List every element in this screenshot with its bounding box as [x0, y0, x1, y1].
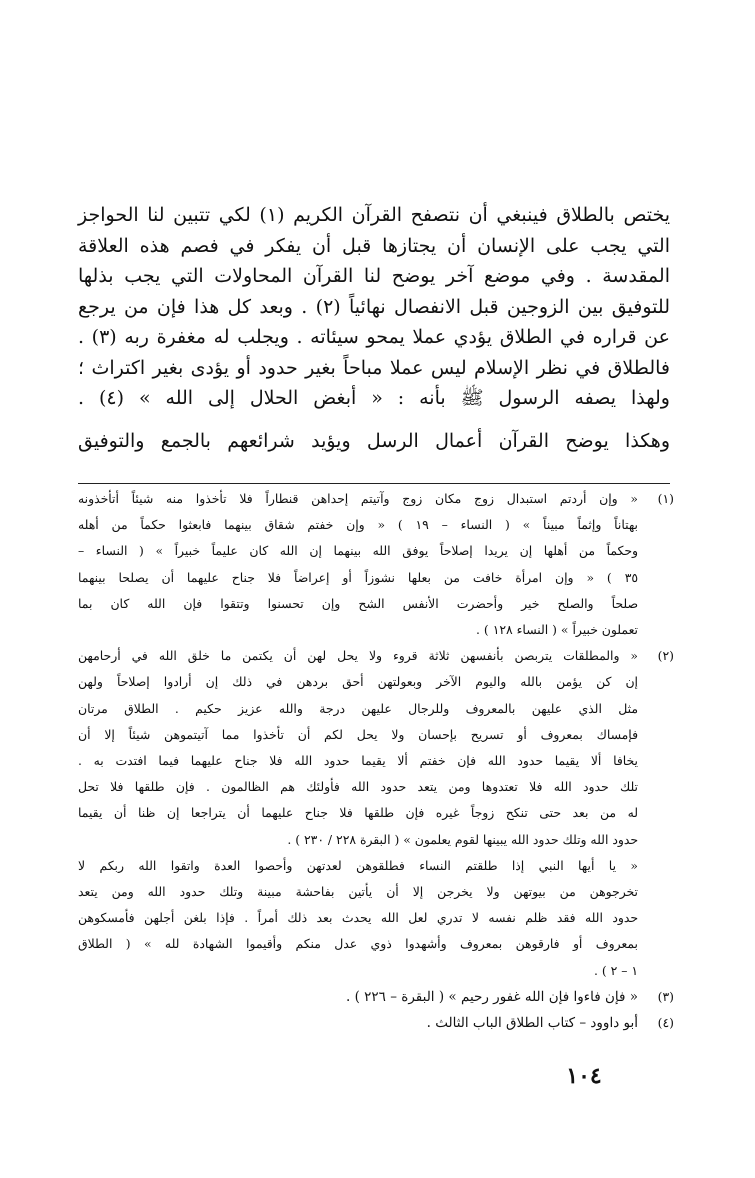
text-line: وهكذا يوضح القرآن أعمال الرسل ويؤيد شرائعهم بالجمع والتوفيق	[78, 429, 670, 452]
footnote-3	[78, 984, 674, 1010]
text-line: التي يجب على الإنسان أن يجتازها قبل أن يفكر في فصم هذه العلاقة المقدسة .	[78, 234, 670, 287]
footnote-1	[78, 486, 674, 643]
footnote-line: ٣٥ ) « وإن امرأة خافت من بعلها نشوزاً أو إعراضاً فلا جناح عليهما أن يصلحا بينهما	[78, 569, 638, 585]
footnote-line: تعملون خبيراً » ( النساء ١٢٨ ) .	[476, 622, 638, 638]
footnote-line: إن كن يؤمن بالله واليوم الآخر وبعولتهن أحق بردهن في ذلك إن أرادوا إصلاحاً ولهن	[78, 674, 638, 690]
footnote-line: يخافا ألا يقيما حدود الله فإن خفتم ألا يقيما حدود الله فلا جناح عليهما فيما افتدت به .	[78, 753, 638, 769]
main-text	[78, 200, 670, 456]
footnote-line: فإمساك بمعروف أو تسريح بإحسان ولا يحل لكم أن تأخذوا مما آتيتموهن شيئاً إلا أن	[78, 726, 638, 742]
footnote-line: صلحاً والصلح خير وأحضرت الأنفس الشح وإن تحسنوا وتتقوا فإن الله كان بما	[78, 595, 638, 611]
footnote-line: مثل الذي عليهن بالمعروف وللرجال عليهن درجة والله عزيز حكيم . الطلاق مرتان	[78, 700, 638, 716]
footnote-2	[78, 643, 674, 984]
text-line: يختص بالطلاق فينبغي أن نتصفح القرآن الكريم (١) لكي تتبين لنا الحواجز	[78, 204, 671, 226]
footnote-4	[78, 1010, 674, 1036]
text-line: يصفه الرسول ﷺ بأنه : « أبغض الحلال إلى الله » (٤) .	[78, 387, 617, 409]
footnote-line: حدود الله فقد ظلم نفسه لا تدري لعل الله يحدث بعد ذلك أمراً . فإذا بلغن أجلهن فأمسكوهن	[78, 910, 638, 926]
footnote-line: بهتاناً وإثماً مبيناً » ( النساء – ١٩ ) « وإن خفتم شقاق بينهما فابعثوا حكماً من أهله	[78, 517, 638, 533]
text-line: في نظر الإسلام ليس عملا مباحاً بغير حدود أو يؤدى بغير اكتراث ؛ ولهذا	[78, 356, 670, 409]
footnote-line: وحكماً من أهلها إن يريدا إصلاحاً يوفق الله بينهما إن الله كان عليماً خبيراً » ( النساء –	[78, 543, 638, 559]
footnote-line: تلك حدود الله فلا تعتدوها ومن يتعد حدود الله فأولئك هم الظالمون . فإن طلقها فلا تحل	[78, 779, 638, 795]
text-line: وفي موضع آخر يوضح لنا القرآن المحاولات التي يجب بذلها للتوفيق بين	[78, 265, 670, 318]
footnote-number: (٢)	[657, 648, 674, 664]
footnote-line: حدود الله وتلك حدود الله يبينها لقوم يعلمون » ( البقرة ٢٢٨ / ٢٣٠ ) .	[287, 831, 638, 847]
footnote-line: « يا أيها النبي إذا طلقتم النساء فطلقوهن لعدتهن وأحصوا العدة واتقوا الله ربكم لا	[78, 857, 638, 873]
footnote-line: ١ – ٢ ) .	[593, 962, 638, 978]
footnote-number: (١)	[657, 491, 674, 506]
main-paragraph-2	[78, 426, 670, 457]
page-number: ١٠٤	[566, 1063, 602, 1089]
footnotes	[78, 486, 674, 1036]
footnote-number: (٣)	[657, 988, 674, 1004]
footnote-line: « فإن فاءوا فإن الله غفور رحيم » ( البقرة – ٢٢٦ ) .	[346, 988, 638, 1005]
footnote-line: « والمطلقات يتربصن بأنفسهن ثلاثة قروء ولا يحل لهن أن يكتمن ما خلق الله في أرحامهن	[78, 648, 638, 664]
footnote-separator	[78, 483, 670, 484]
text-line: الزوجين قبل الانفصال نهائياً (٢) . وبعد كل هذا فإن من يرجع عن قراره	[78, 295, 670, 348]
main-paragraph-1	[78, 200, 670, 414]
footnote-line: « وإن أردتم استبدال زوج مكان زوج وآتيتم إحداهن قنطاراً فلا تأخذوا منه شيئاً أتأخذونه	[78, 491, 638, 506]
footnote-line: له من بعد حتى تنكح زوجاً غيره فإن طلقها فلا جناح عليهما أن يتراجعا إن ظنا أن يقيما	[78, 805, 638, 821]
text-line: في الطلاق يؤدي عملا يمحو سيئاته . ويجلب له مغفرة ربه (٣) . فالطلاق	[78, 326, 670, 379]
footnote-line: تخرجوهن من بيوتهن ولا يخرجن إلا أن يأتين بفاحشة مبينة وتلك حدود الله ومن يتعد	[78, 884, 638, 900]
footnote-line: أبو داوود – كتاب الطلاق الباب الثالث .	[426, 1015, 638, 1032]
footnote-number: (٤)	[657, 1015, 674, 1031]
footnote-line: بمعروف أو فارقوهن بمعروف وأشهدوا ذوي عدل منكم وأقيموا الشهادة لله » ( الطلاق	[78, 936, 638, 952]
